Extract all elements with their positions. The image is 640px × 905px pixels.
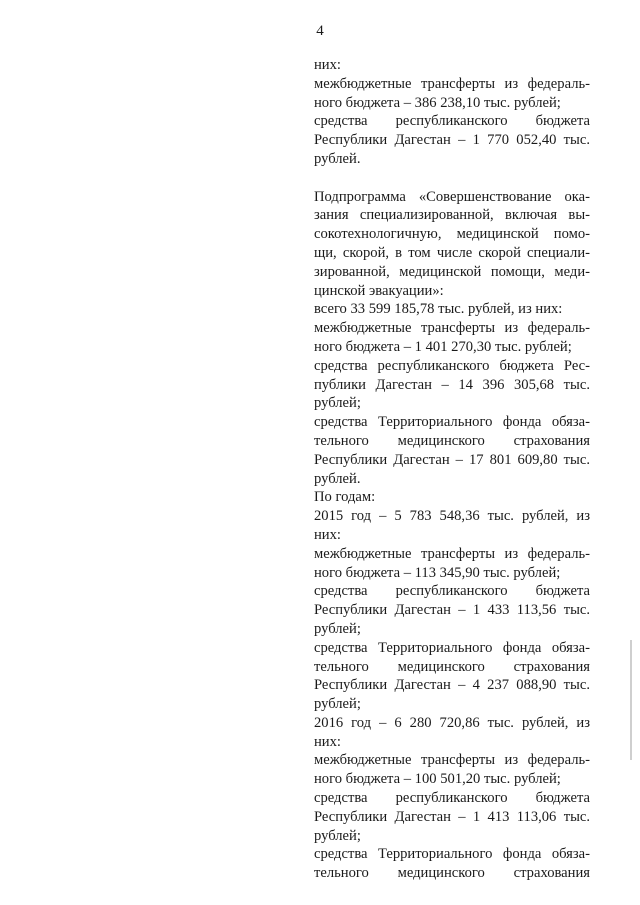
text-line: тельного медицинского страхования [314,865,590,882]
text-line: всего 33 599 185,78 тыс. рублей, из них: [314,301,563,318]
text-line: зания специализированной, включая вы- [314,207,590,224]
text-line: тельного медицинского страхования [314,432,590,449]
text-line: рублей; [314,696,361,713]
text-line: средства Территориального фонда обяза- [314,414,590,431]
text-column [314,56,590,883]
text-line: ного бюджета – 1 401 270,30 тыс. рублей; [314,338,572,355]
text-line: Республики Дагестан – 17 801 609,80 тыс. [314,451,590,468]
text-line: ного бюджета – 100 501,20 тыс. рублей; [314,771,561,788]
text-line: ного бюджета – 386 238,10 тыс. рублей; [314,94,561,111]
text-line: межбюджетные трансферты из федераль- [314,752,590,769]
text-line: Республики Дагестан – 1 433 113,56 тыс. [314,602,590,619]
text-line: ного бюджета – 113 345,90 тыс. рублей; [314,564,561,581]
text-line: межбюджетные трансферты из федераль- [314,320,590,337]
text-line: межбюджетные трансферты из федераль- [314,545,590,562]
text-line: Республики Дагестан – 4 237 088,90 тыс. [314,677,590,694]
text-line: средства республиканского бюджета [314,113,590,130]
text-line: средства республиканского бюджета [314,583,590,600]
text-line: средства республиканского бюджета [314,790,590,807]
text-line: сокотехнологичную, медицинской помо- [314,226,590,243]
text-line: средства республиканского бюджета Рес- [314,357,590,374]
text-line: них: [314,57,341,73]
text-line: публики Дагестан – 14 396 305,68 тыс. [314,376,590,393]
text-line: средства Территориального фонда обяза- [314,846,590,863]
text-line: рублей; [314,827,361,844]
text-line: них: [314,733,341,750]
text-line: Республики Дагестан – 1 413 113,06 тыс. [314,808,590,825]
text-line: них: [314,526,341,543]
text-line: Подпрограмма «Совершенствование ока- [314,188,590,205]
text-line: рублей. [314,470,361,487]
text-line: рублей; [314,620,361,637]
text-line: межбюджетные трансферты из федераль- [314,75,590,92]
text-line: По годам: [314,489,376,506]
text-line: средства Территориального фонда обяза- [314,639,590,656]
text-line: тельного медицинского страхования [314,658,590,675]
text-line: 2016 год – 6 280 720,86 тыс. рублей, из [314,714,590,731]
page-number: 4 [316,23,324,39]
text-line: Республики Дагестан – 1 770 052,40 тыс. [314,132,590,149]
text-line: щи, скорой, в том числе скорой специали- [314,244,590,261]
text-line: зированной, медицинской помощи, меди- [314,263,590,280]
text-line: цинской эвакуации»: [314,282,444,299]
text-line: 2015 год – 5 783 548,36 тыс. рублей, из [314,508,590,525]
text-line: рублей; [314,395,361,412]
paragraph-gap [314,169,590,188]
scan-edge-mark [630,640,632,760]
text-line: рублей. [314,150,361,167]
